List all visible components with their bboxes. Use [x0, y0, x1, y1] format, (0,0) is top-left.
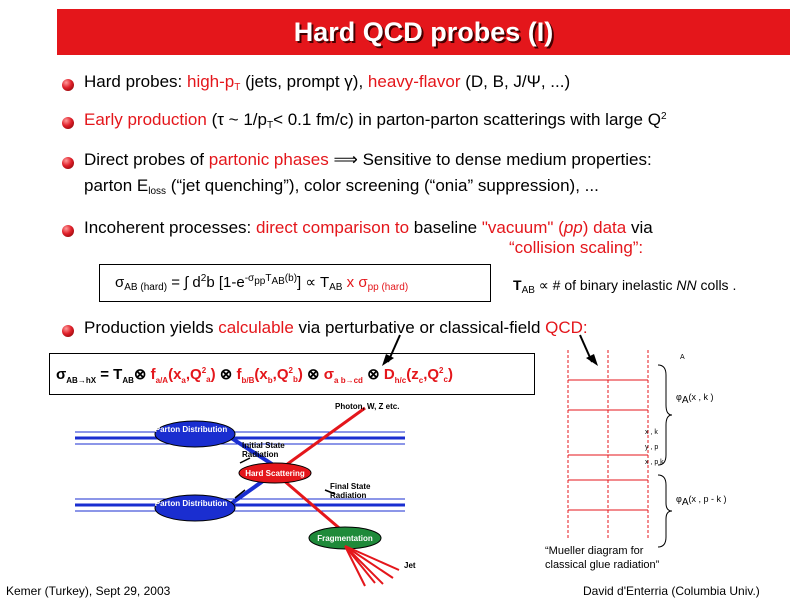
text: Production yields — [84, 318, 219, 337]
text: (x , p - k ) — [688, 494, 727, 504]
brace-bottom — [658, 475, 672, 547]
text-red: calculable — [218, 318, 294, 337]
text: Direct probes of — [84, 150, 209, 169]
bullet-icon — [62, 225, 74, 237]
text: parton E — [84, 176, 149, 195]
superscript: 2 — [660, 111, 667, 122]
text: ∝ # of binary inelastic — [534, 277, 677, 293]
text: ) data — [582, 218, 627, 237]
title-bar — [57, 9, 790, 55]
text: ] ∝ T — [297, 274, 330, 291]
bullet-2 — [84, 110, 667, 131]
formula-text: $\sigma_{AB\to hX}$ = $T_{AB}\otimes$ $f_{a/A}(x_a,Q^2_a)$ ⊗ $f_{b/B}(x_b,Q^2_b)$ ⊗ $\sigma_{a b\to cd}$ ⊗ $D_{h/c}(z_c,Q^2_c)$ — [56, 366, 453, 385]
exponent — [244, 273, 298, 287]
text-red: QCD: — [545, 318, 588, 337]
text: via perturbative or classical-field — [293, 318, 546, 337]
bullet-3-line-2 — [84, 176, 599, 197]
mueller-caption-1: “Mueller diagram for — [545, 545, 644, 557]
text-red: direct comparison to — [255, 218, 410, 237]
mueller-caption-2: classical glue radiation” — [545, 559, 660, 571]
subscript: AB (hard) — [124, 282, 168, 293]
text-red — [482, 218, 626, 237]
subscript: AB — [271, 276, 285, 287]
tab-note — [513, 277, 736, 296]
label-fragmentation: Fragmentation — [317, 534, 373, 543]
bullet-1 — [84, 72, 570, 93]
mueller-mid-1: x , k — [645, 429, 658, 436]
text: b [1-e — [206, 274, 245, 291]
bullet-icon — [62, 157, 74, 169]
mueller-phi-bottom — [676, 494, 727, 508]
label-jet: Jet — [404, 561, 416, 570]
label-parton-distribution-2: Parton Distribution — [154, 499, 228, 508]
text: σ — [115, 274, 125, 291]
jet-lines — [345, 546, 399, 586]
text: -σ — [244, 273, 255, 284]
text: "vacuum" ( — [481, 218, 564, 237]
text-red — [187, 72, 240, 91]
text-red: Early production — [84, 110, 207, 129]
label-photon: Photon, W, Z etc. — [335, 402, 400, 411]
text: via — [626, 218, 653, 237]
bullet-icon — [62, 117, 74, 129]
text: Hard probes: — [84, 72, 187, 91]
text: ⟹ Sensitive to dense medium properties: — [328, 150, 652, 169]
arrow-head — [382, 354, 394, 366]
subscript: loss — [148, 186, 167, 197]
brace-top — [658, 365, 672, 465]
label-hard-scattering: Hard Scattering — [245, 469, 305, 478]
text: (τ ~ 1/p — [206, 110, 267, 129]
text: = ∫ d — [167, 274, 201, 291]
bullet-4 — [84, 218, 653, 238]
bullet-4-line-2: “collision scaling”: — [509, 238, 644, 257]
text: (jets, prompt γ), — [240, 72, 368, 91]
text: (D, B, J/Ψ, ...) — [460, 72, 571, 91]
text: (b) — [284, 273, 298, 284]
hard-scattering-diagram — [75, 398, 505, 588]
footer-left: Kemer (Turkey), Sept 29, 2003 — [6, 584, 171, 598]
subscript: A — [681, 395, 689, 406]
footer-right: David d'Enterria (Columbia Univ.) — [583, 584, 760, 598]
bullet-icon — [62, 325, 74, 337]
slide-title: Hard QCD probes (I) — [293, 16, 554, 47]
subscript: pp — [254, 276, 266, 287]
text-red: partonic phases — [208, 150, 329, 169]
subscript: AB — [329, 282, 343, 293]
text-italic: NN — [676, 277, 697, 293]
subscript: A — [681, 497, 689, 508]
text: high-p — [187, 72, 235, 91]
formula-glauber — [115, 273, 408, 293]
subscript: AB — [521, 285, 535, 296]
mueller-phi-top — [676, 392, 714, 406]
text: T — [265, 273, 272, 284]
bullet-3 — [84, 150, 652, 170]
mueller-mid-2: y , p — [645, 444, 659, 451]
text: φ — [676, 494, 682, 504]
subscript: T — [234, 82, 241, 93]
mueller-mid-3: x , p k — [645, 459, 664, 466]
text: colls . — [696, 277, 737, 293]
text-red: heavy-flavor — [367, 72, 461, 91]
subscript: T — [266, 120, 274, 131]
superscript: 2 — [200, 273, 207, 284]
text: (x , k ) — [688, 392, 714, 402]
mueller-label-a: A — [680, 354, 685, 361]
text: Incoherent processes: — [84, 218, 256, 237]
text: T — [513, 277, 522, 293]
label-parton-distribution-1: Parton Distribution — [154, 425, 228, 434]
text: baseline — [409, 218, 482, 237]
label-final-state-radiation: Final State Radiation — [330, 482, 371, 500]
bullet-icon — [62, 79, 74, 91]
label-initial-state-radiation: Initial State Radiation — [242, 441, 285, 459]
text: < 0.1 fm/c) in parton-parton scatterings with large Q — [273, 110, 661, 129]
text: (“jet quenching”), color screening (“onia” suppression), ... — [166, 176, 599, 195]
subscript: pp (hard) — [367, 282, 409, 293]
text-red: x σ — [342, 274, 368, 291]
text-italic: pp — [563, 218, 583, 237]
text: φ — [676, 392, 682, 402]
